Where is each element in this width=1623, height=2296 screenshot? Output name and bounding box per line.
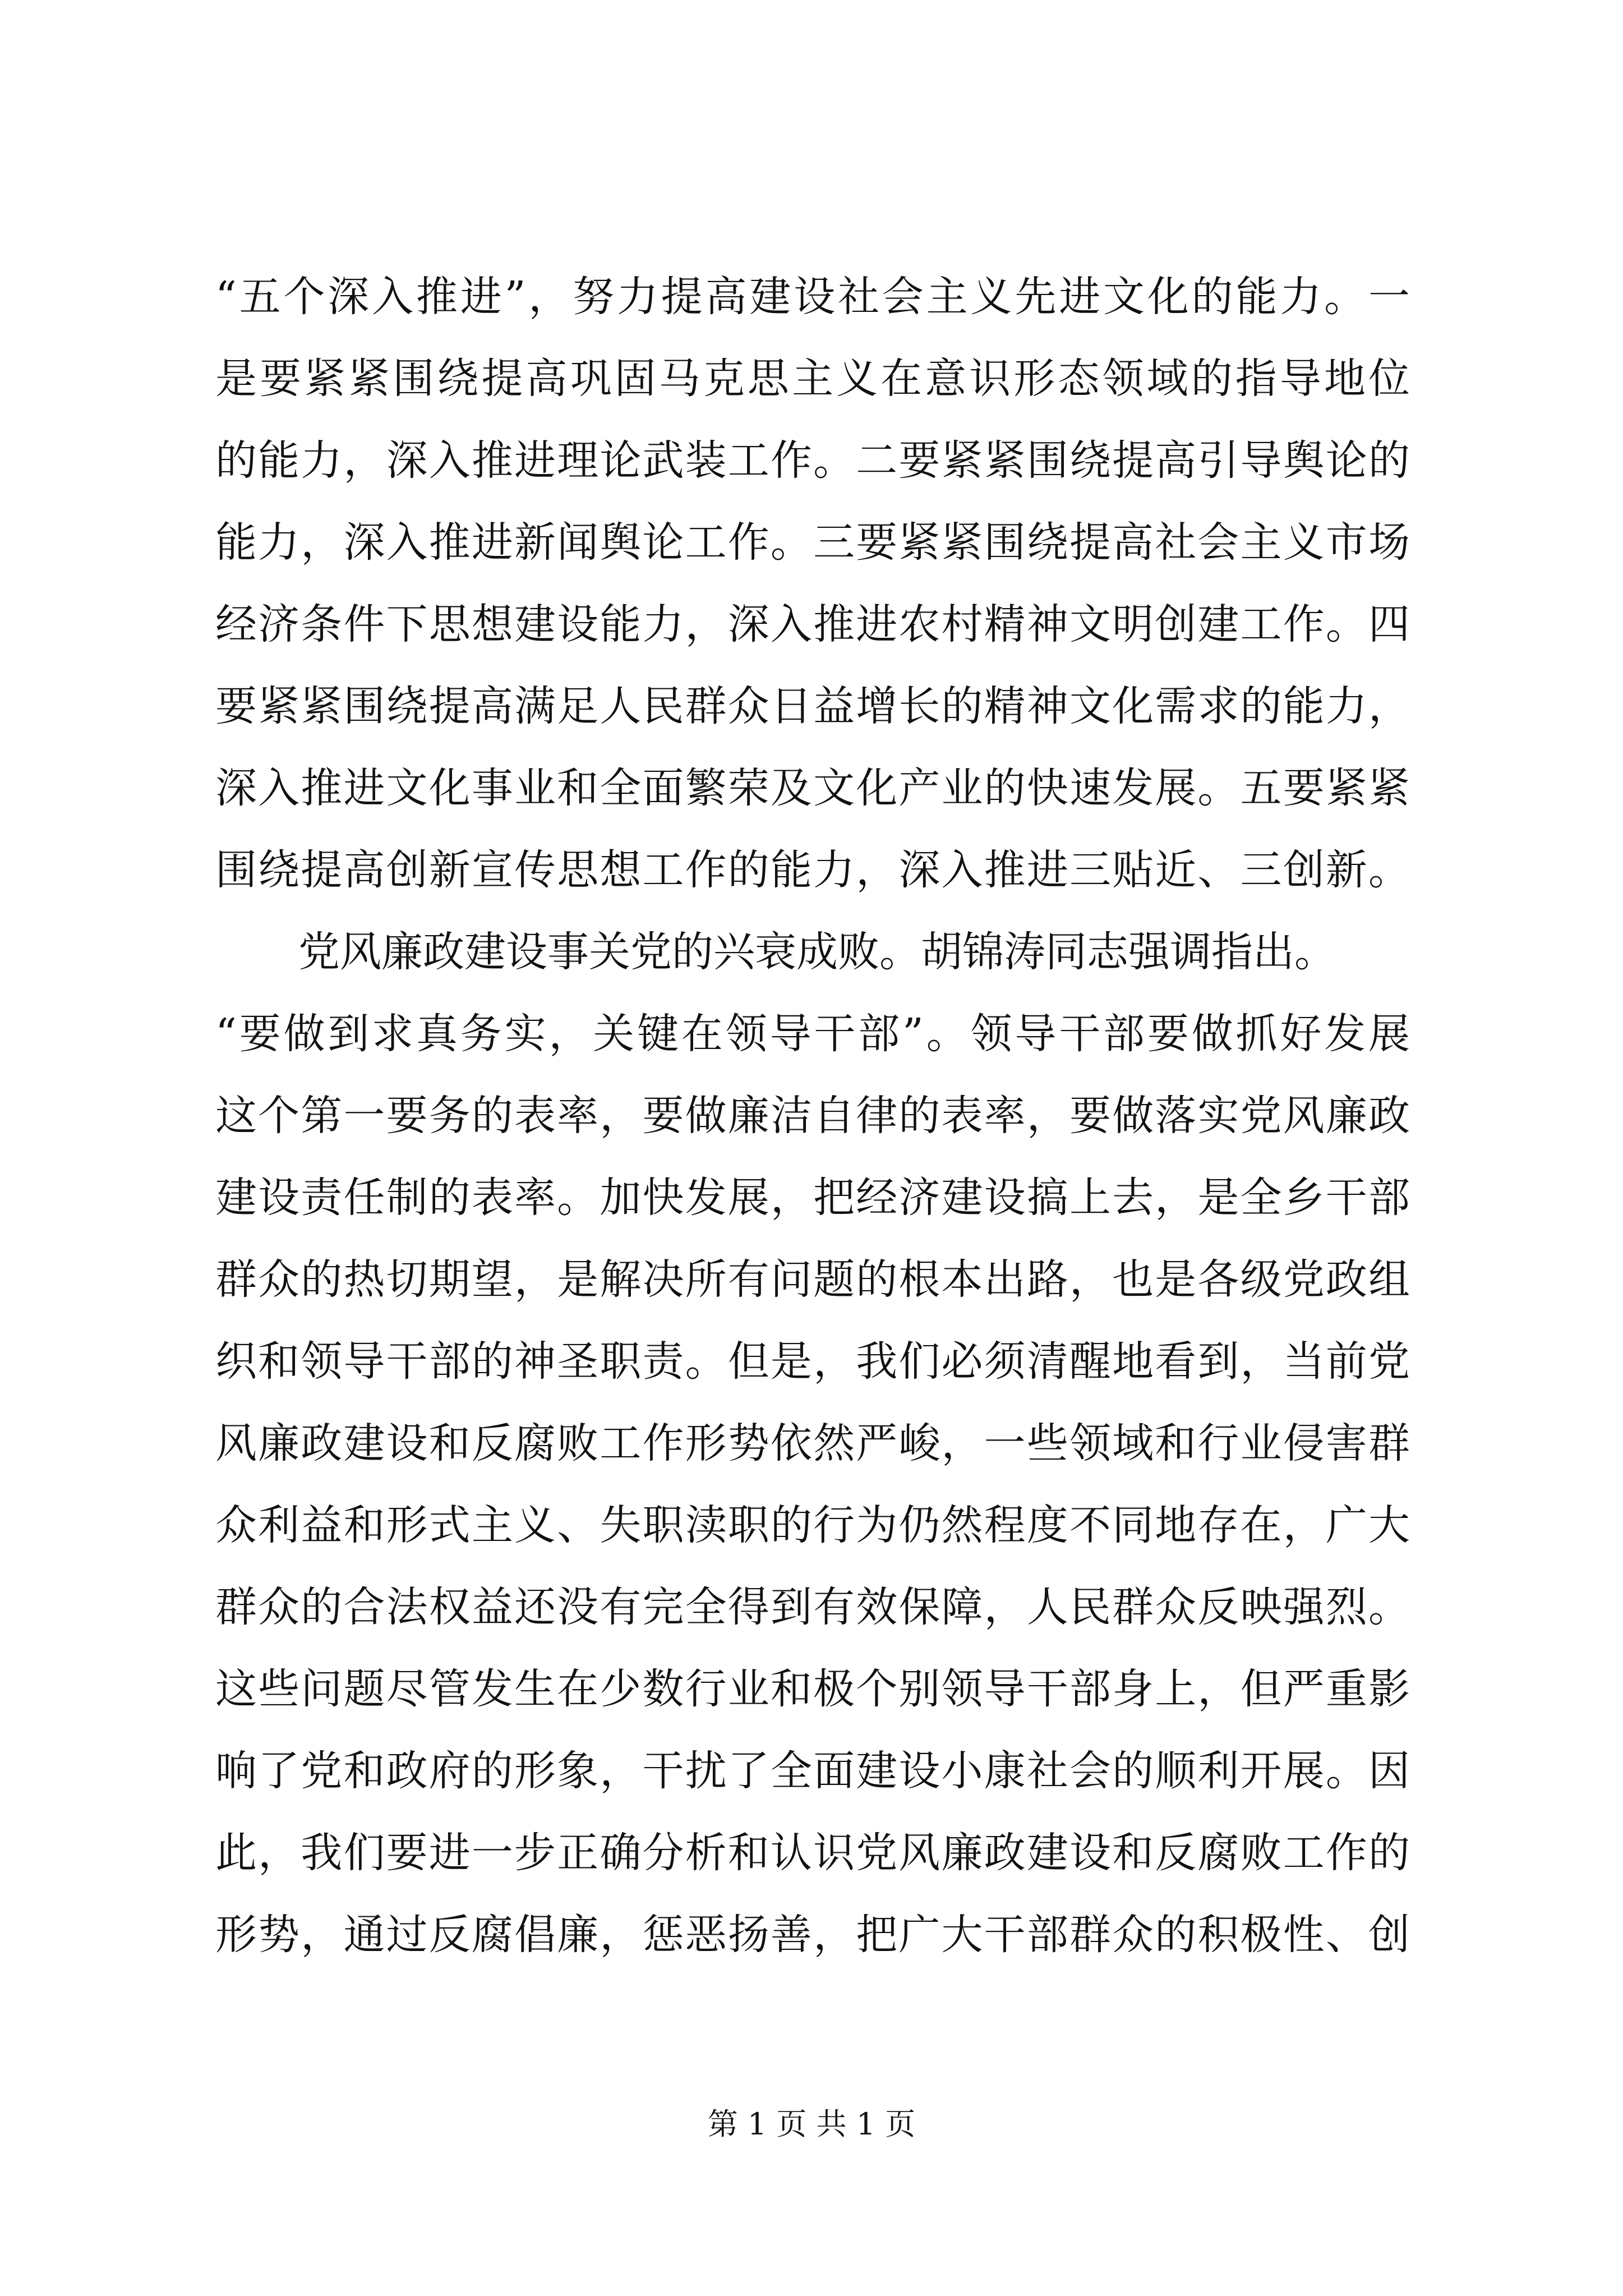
page-footer (0, 2105, 1623, 2144)
text-line: 能力，深入推进新闻舆论工作。三要紧紧围绕提高社会主义市场 (215, 518, 1410, 567)
text-line: 这些问题尽管发生在少数行业和极个别领导干部身上，但严重影 (215, 1665, 1410, 1713)
document-body (215, 256, 1410, 1976)
text-line: 是要紧紧围绕提高巩固马克思主义在意识形态领域的指导地位 (215, 355, 1410, 403)
text-line: 围绕提高创新宣传思想工作的能力，深入推进三贴近、三创新。 (215, 846, 1410, 894)
text-line: 此，我们要进一步正确分析和认识党风廉政建设和反腐败工作的 (215, 1829, 1410, 1877)
text-line: 这个第一要务的表率，要做廉洁自律的表率，要做落实党风廉政 (215, 1092, 1410, 1140)
text-line: 风廉政建设和反腐败工作形势依然严峻，一些领域和行业侵害群 (215, 1419, 1410, 1467)
text-line: “要做到求真务实，关键在领导干部”。领导干部要做抓好发展 (215, 1010, 1410, 1058)
text-line: 织和领导干部的神圣职责。但是，我们必须清醒地看到，当前党 (215, 1337, 1410, 1386)
paragraph-first-line: 党风廉政建设事关党的兴衰成败。胡锦涛同志强调指出。 (298, 928, 1336, 976)
text-line: 群众的热切期望，是解决所有问题的根本出路，也是各级党政组 (215, 1255, 1410, 1304)
text-line: 形势，通过反腐倡廉，惩恶扬善，把广大干部群众的积极性、创 (215, 1911, 1410, 1959)
text-line: 群众的合法权益还没有完全得到有效保障，人民群众反映强烈。 (215, 1583, 1410, 1631)
text-line: 深入推进文化事业和全面繁荣及文化产业的快速发展。五要紧紧 (215, 764, 1410, 812)
text-line: 的能力，深入推进理论武装工作。二要紧紧围绕提高引导舆论的 (215, 436, 1410, 485)
text-line: 建设责任制的表率。加快发展，把经济建设搞上去，是全乡干部 (215, 1174, 1410, 1222)
text-line: 要紧紧围绕提高满足人民群众日益增长的精神文化需求的能力， (215, 682, 1410, 730)
text-line: 经济条件下思想建设能力，深入推进农村精神文明创建工作。四 (215, 600, 1410, 648)
text-line: “五个深入推进”，努力提高建设社会主义先进文化的能力。一 (215, 273, 1410, 321)
text-line: 响了党和政府的形象，干扰了全面建设小康社会的顺利开展。因 (215, 1747, 1410, 1795)
page-number-label: 第 1 页 共 1 页 (707, 2106, 916, 2142)
text-line: 众利益和形式主义、失职渎职的行为仍然程度不同地存在，广大 (215, 1501, 1410, 1549)
